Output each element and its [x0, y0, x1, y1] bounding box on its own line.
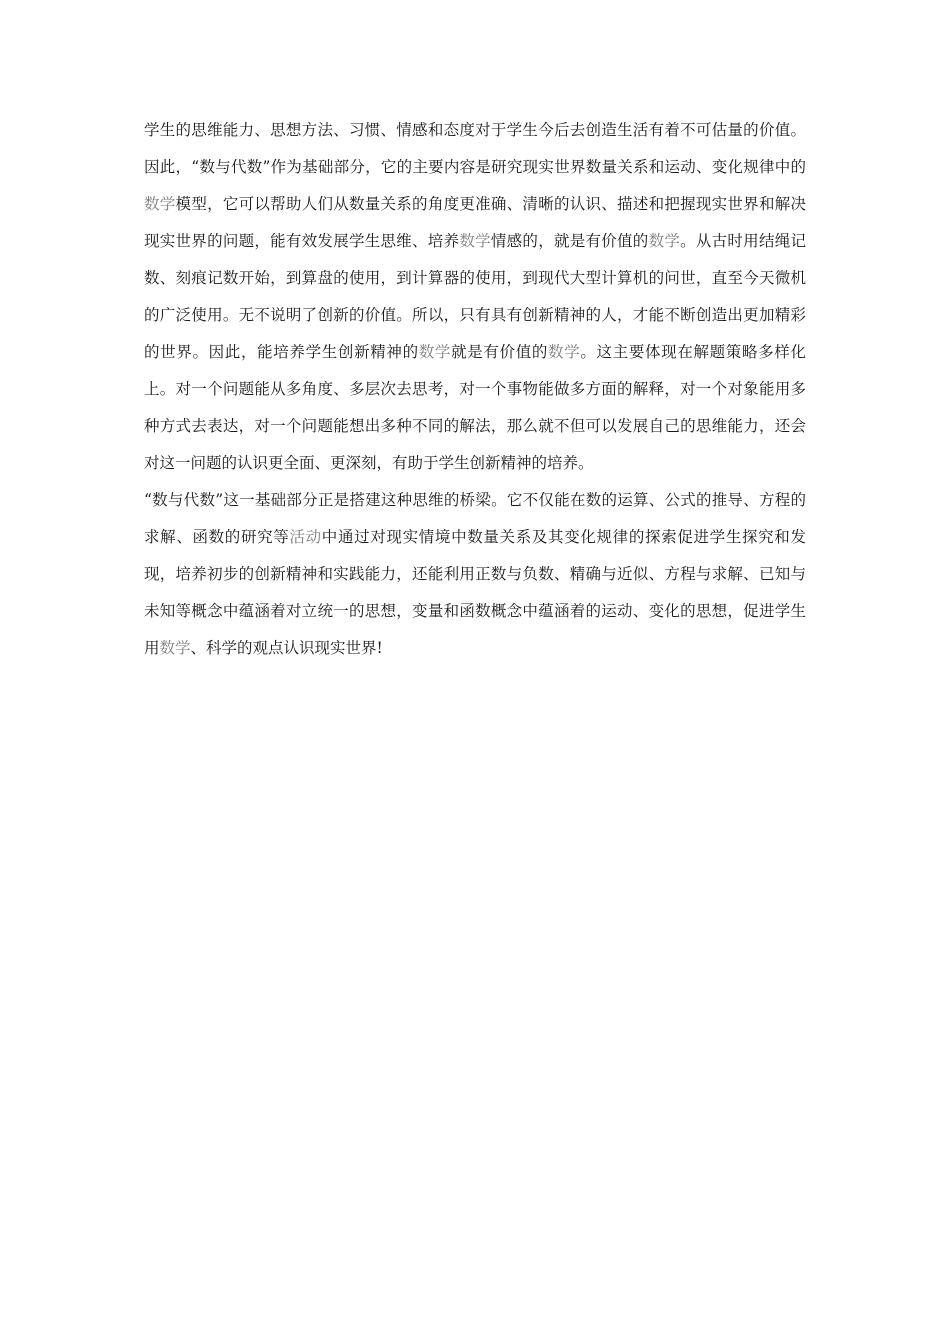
keyword-link: 数学 [459, 232, 491, 250]
keyword-link: 数学 [159, 639, 191, 657]
text-segment: 。从古时用结绳记数、刻痕记数开始，到算盘的使用，到计算器的使用，到现代大型计算机的问世，直至今天微机的广泛使用。无不说明了创新的价值。所以，只有具有创新精神的人，才能不断创造出更加精彩的世界。因此，能培养学生创新精神的 [144, 232, 806, 361]
text-segment: 模型，它可以帮助人们从数量关系的角度更准确、清晰的认识、描述和把握现实世界和解决现实世界的问题，能有效发展学生思维、培养 [144, 195, 806, 250]
document-body [144, 112, 806, 667]
text-segment: 学生的思维能力、思想方法、习惯、情感和态度对于学生今后去创造生活有着不可估量的价值。因此，“数与代数”作为基础部分，它的主要内容是研究现实世界数量关系和运动、变化规律中的 [144, 121, 806, 176]
text-segment: 就是有价值的 [451, 343, 549, 361]
paragraph-1 [144, 112, 806, 482]
text-segment: 、科学的观点认识现实世界! [190, 639, 383, 657]
text-segment: 中通过对现实情境中数量关系及其变化规律的探索促进学生探究和发现，培养初步的创新精神和实践能力，还能利用正数与负数、精确与近似、方程与求解、已知与未知等概念中蕴涵着对立统一的思想，变量和函数概念中蕴涵着的运动、变化的思想，促进学生用 [144, 528, 806, 657]
keyword-link: 数学 [648, 232, 681, 250]
keyword-link: 活动 [289, 528, 322, 546]
keyword-link: 数学 [144, 195, 176, 213]
keyword-link: 数学 [548, 343, 581, 361]
text-segment: 。这主要体现在解题策略多样化上。对一个问题能从多角度、多层次去思考，对一个事物能做多方面的解释，对一个对象能用多种方式去表达，对一个问题能想出多种不同的解法，那么就不但可以发展自己的思维能力，还会对这一问题的认识更全面、更深刻，有助于学生创新精神的培养。 [144, 343, 806, 472]
keyword-link: 数学 [418, 343, 452, 361]
text-segment: 情感的，就是有价值的 [490, 232, 649, 250]
text-segment: “数与代数”这一基础部分正是搭建这种思维的桥梁。它不仅能在数的运算、公式的推导、方程的求解、函数的研究等 [144, 491, 806, 546]
paragraph-2 [144, 482, 806, 667]
